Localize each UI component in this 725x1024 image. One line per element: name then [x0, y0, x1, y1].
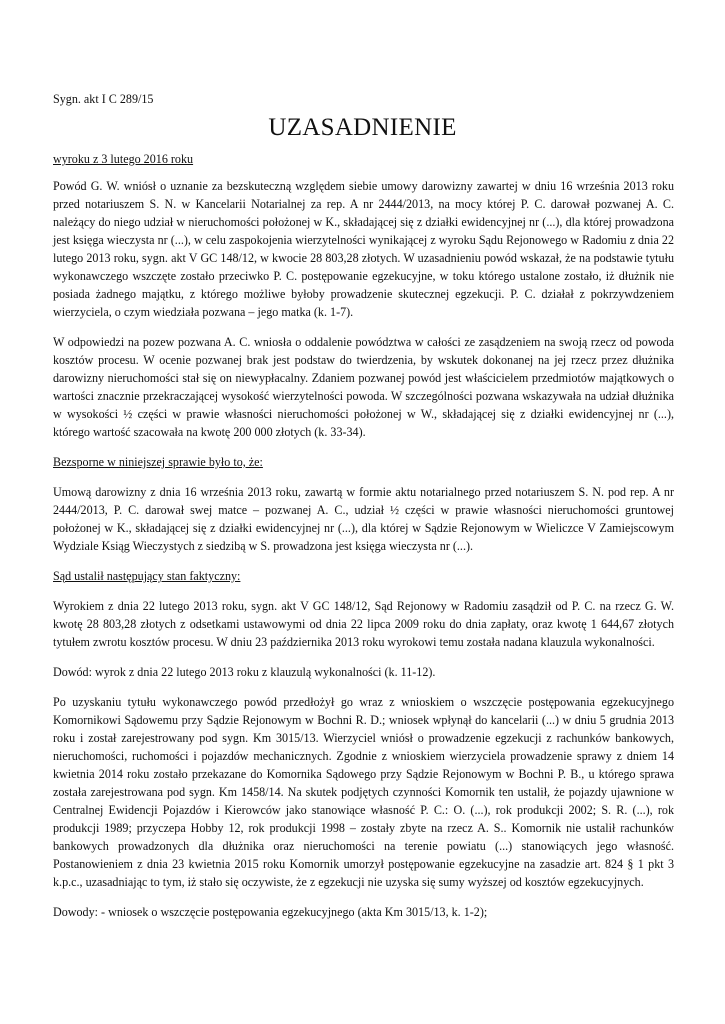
case-signature: Sygn. akt I C 289/15	[53, 92, 154, 106]
paragraph-evidence-enforcement: Dowody: - wniosek o wszczęcie postępowania egzekucyjnego (akta Km 3015/13, k. 1-2);	[53, 905, 488, 919]
paragraph-donation-agreement: Umową darowizny z dnia 16 września 2013 roku, zawartą w formie aktu notarialnego przed notariuszem S. N. pod rep. A nr 2444/2013, P. C. darował swej matce – pozwanej A. C., udział ½ części w prawie własności nieruchomości gruntowej położonej w K., składającej się z działki ewidencyjnej nr (...), dla której w Sądzie Rejonowym w Wieliczce V Zamiejscowym Wydziale Ksiąg Wieczystych z siedzibą w S. prowadzona jest księga wieczysta nr (...).	[53, 485, 674, 553]
judgment-subtitle: wyroku z 3 lutego 2016 roku	[53, 152, 194, 166]
paragraph-enforcement: Po uzyskaniu tytułu wykonawczego powód przedłożył go wraz z wnioskiem o wszczęcie postępowania egzekucyjnego Komornikowi Sądowemu przy Sądzie Rejonowym w Bochni R. D.; wniosek wpłynął do kancelarii (...) w dniu 5 grudnia 2013 roku i został zarejestrowany pod sygn. Km 3015/13. Wierzyciel wniósł o prowadzenie egzekucji z rachunków bankowych, nieruchomości, ruchomości i pojazdów mechanicznych. Zgodnie z wnioskiem wierzyciela prowadzenie sprawy z dniem 14 kwietnia 2014 roku zostało przekazane do Komornika Sądowego przy Sądzie Rejonowym w Bochni P. B., u którego sprawa została zarejestrowana pod sygn. Km 1458/14. Na skutek podjętych czynności Komornik ten ustalił, że pojazdy ujawnione w Centralnej Ewidencji Pojazdów i Kierowców jako stanowiące własność P. C.: O. (...), rok produkcji 2002; S. R. (...), rok produkcji 1989; przyczepa Hobby 12, rok produkcji 1998 – zostały zbyte na rzecz A. S.. Komornik nie ustalił rachunków bankowych prowadzonych dla dłużnika oraz nieruchomości na terenie powiatu (...) stanowiących jego własność. Postanowieniem z dnia 23 kwietnia 2015 roku Komornik umorzył postępowanie egzekucyjne na zasadzie art. 824 § 1 pkt 3 k.p.c., uzasadniając to tym, iż stało się oczywiste, że z egzekucji nie uzyska się sumy wyższej od kosztów egzekucyjnych.	[53, 695, 674, 889]
document-title: UZASADNIENIE	[268, 114, 457, 141]
heading-undisputed: Bezsporne w niniejszej sprawie było to, że:	[53, 455, 263, 469]
paragraph-response: W odpowiedzi na pozew pozwana A. C. wniosła o oddalenie powództwa w całości ze zasądzeniem na swoją rzecz od powoda kosztów procesu. W ocenie pozwanej brak jest podstaw do twierdzenia, by wskutek dokonanej na jej rzecz przez dłużnika darowizny nieruchomości stał się on niewypłacalny. Zdaniem pozwanej powód jest właścicielem przedmiotów majątkowych o wartości znacznie przekraczającej wysokość wierzytelności powoda. W szczególności pozwana wskazywała na udział dłużnika w wysokości ½ części w prawie własności nieruchomości położonej w W., składającej się z działki ewidencyjnej nr (...), którego wartość szacowała na kwotę 200 000 złotych (k. 33-34).	[53, 335, 674, 439]
paragraph-evidence-judgment: Dowód: wyrok z dnia 22 lutego 2013 roku z klauzulą wykonalności (k. 11-12).	[53, 665, 436, 679]
paragraph-claim: Powód G. W. wniósł o uznanie za bezskuteczną względem siebie umowy darowizny zawartej w dniu 16 września 2013 roku przed notariuszem S. N. w Kancelarii Notarialnej za rep. A nr 2444/2013, na mocy której P. C. darował pozwanej A. C. należący do niego udział w nieruchomości położonej w K., składającej się z działki ewidencyjnej nr (...), dla której prowadzona jest księga wieczysta nr (...), w celu zaspokojenia wierzytelności wynikającej z wyroku Sądu Rejonowego w Radomiu z dnia 22 lutego 2013 roku, sygn. akt V GC 148/12, w kwocie 28 803,28 złotych. W uzasadnieniu powód wskazał, że na podstawie tytułu wykonawczego wszczęte zostało przeciwko P. C. postępowanie egzekucyjne, w toku którego ustalone zostało, iż dłużnik nie posiada żadnego majątku, z którego możliwe byłoby prowadzenie skutecznej egzekucji. P. C. działał z pokrzywdzeniem wierzyciela, o czym wiedziała pozwana – jego matka (k. 1-7).	[53, 179, 674, 319]
paragraph-judgment: Wyrokiem z dnia 22 lutego 2013 roku, sygn. akt V GC 148/12, Sąd Rejonowy w Radomiu zasądził od P. C. na rzecz G. W. kwotę 28 803,28 złotych z odsetkami ustawowymi od dnia 22 lipca 2009 roku do dnia zapłaty, oraz kwotę 1 644,67 złotych tytułem zwrotu kosztów procesu. W dniu 23 października 2013 roku wyrokowi temu została nadana klauzula wykonalności.	[53, 599, 674, 649]
heading-facts: Sąd ustalił następujący stan faktyczny:	[53, 569, 241, 583]
document-body	[53, 177, 674, 933]
